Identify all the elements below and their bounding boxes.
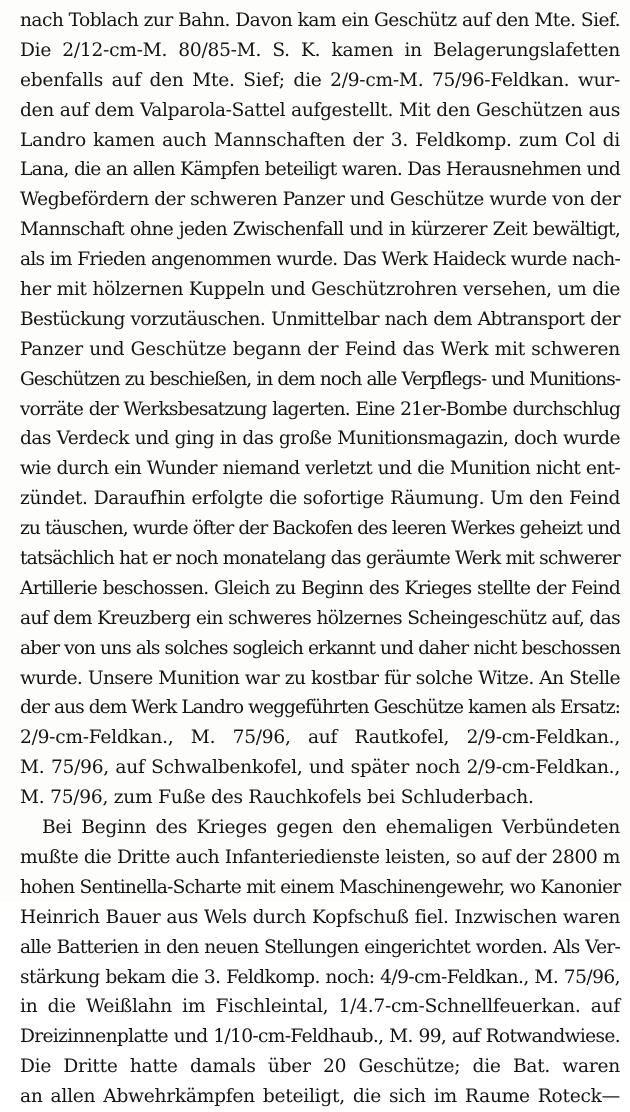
text-line: Heinrich Bauer aus Wels durch Kopfschuß fiel. Inzwischen waren <box>20 906 620 928</box>
text-line: hohen Sentinella-Scharte mit einem Maschinengewehr, wo Kanonier <box>20 876 621 898</box>
text-line: nach Toblach zur Bahn. Davon kam ein Geschütz auf den Mte. Sief. <box>20 10 620 31</box>
text-line: Lana, die an allen Kämpfen beteiligt waren. Das Herausnehmen und <box>20 159 620 181</box>
text-line: der aus dem Werk Landro weggeführten Geschütze kamen als Ersatz: <box>20 697 620 719</box>
text-line: Dreizinnenplatte und 1/10-cm-Feldhaub., M. 99, auf Rotwandwiese. <box>20 1026 620 1048</box>
text-line: als im Frieden angenommen wurde. Das Werk Haideck wurde nach- <box>20 249 620 271</box>
text-line: das Verdeck und ging in das große Munitionsmagazin, doch wurde <box>20 428 620 450</box>
text-line: auf dem Kreuzberg ein schweres hölzernes Scheingeschütz auf, das <box>20 607 620 629</box>
text-line: wurde. Unsere Munition war zu kostbar für solche Witze. An Stelle <box>20 667 620 689</box>
text-line: vorräte der Werksbesatzung lagerten. Eine 21er-Bombe durchschlug <box>20 398 620 420</box>
text-line: Geschützen zu beschießen, in dem noch alle Verpflegs- und Munitions- <box>20 368 620 390</box>
text-line: M. 75/96, zum Fuße des Rauchkofels bei Schluderbach. <box>20 787 534 809</box>
text-line: tatsächlich hat er noch monatelang das geräumte Werk mit schwerer <box>20 548 620 570</box>
text-line: Bestückung vorzutäuschen. Unmittelbar nach dem Abtransport der <box>20 308 620 330</box>
text-line: alle Batterien in den neuen Stellungen eingerichtet worden. Als Ver- <box>20 936 620 958</box>
text-line: her mit hölzernen Kuppeln und Geschützrohren versehen, um die <box>20 279 620 301</box>
text-line: Wegbefördern der schweren Panzer und Geschütze wurde von der <box>20 189 621 211</box>
text-line: in die Weißlahn im Fischleintal, 1/4.7-cm-Schnellfeuerkan. auf <box>20 996 620 1018</box>
body-text <box>20 6 620 1112</box>
text-line: Bei Beginn des Krieges gegen den ehemaligen Verbündeten <box>42 817 620 839</box>
text-line: zündet. Daraufhin erfolgte die sofortige Räumung. Um den Feind <box>20 488 620 510</box>
text-line: M. 75/96, auf Schwalbenkofel, und später noch 2/9-cm-Feldkan., <box>20 757 620 779</box>
text-line: wie durch ein Wunder niemand verletzt und die Munition nicht ent- <box>20 458 620 480</box>
text-line: Die Dritte hatte damals über 20 Geschütze; die Bat. waren <box>20 1056 620 1078</box>
text-line: aber von uns als solches sogleich erkannt und daher nicht beschossen <box>20 637 620 659</box>
text-line: Die 2/12-cm-M. 80/85-M. S. K. kamen in Belagerungslafetten <box>20 39 620 61</box>
text-line: 2/9-cm-Feldkan., M. 75/96, auf Rautkofel, 2/9-cm-Feldkan., <box>20 727 620 749</box>
text-line: Landro kamen auch Mannschaften der 3. Feldkomp. zum Col di <box>20 129 620 151</box>
text-line: stärkung bekam die 3. Feldkomp. noch: 4/9-cm-Feldkan., M. 75/96, <box>20 966 620 988</box>
text-line: Artillerie beschossen. Gleich zu Beginn des Krieges stellte der Feind <box>20 577 620 599</box>
text-line: Panzer und Geschütze begann der Feind das Werk mit schweren <box>20 338 620 360</box>
text-line: ebenfalls auf den Mte. Sief; die 2/9-cm-M. 75/96-Feldkan. wur- <box>20 69 620 91</box>
text-line: an allen Abwehrkämpfen beteiligt, die sich im Raume Roteck— <box>20 1086 620 1108</box>
text-line: zu täuschen, wurde öfter der Backofen des leeren Werkes geheizt und <box>20 518 620 540</box>
text-line: den auf dem Valparola-Sattel aufgestellt. Mit den Geschützen aus <box>20 99 620 121</box>
text-line: mußte die Dritte auch Infanteriedienste leisten, so auf der 2800 m <box>20 846 620 868</box>
text-line: Mannschaft ohne jeden Zwischenfall und in kürzerer Zeit bewältigt, <box>20 219 620 241</box>
